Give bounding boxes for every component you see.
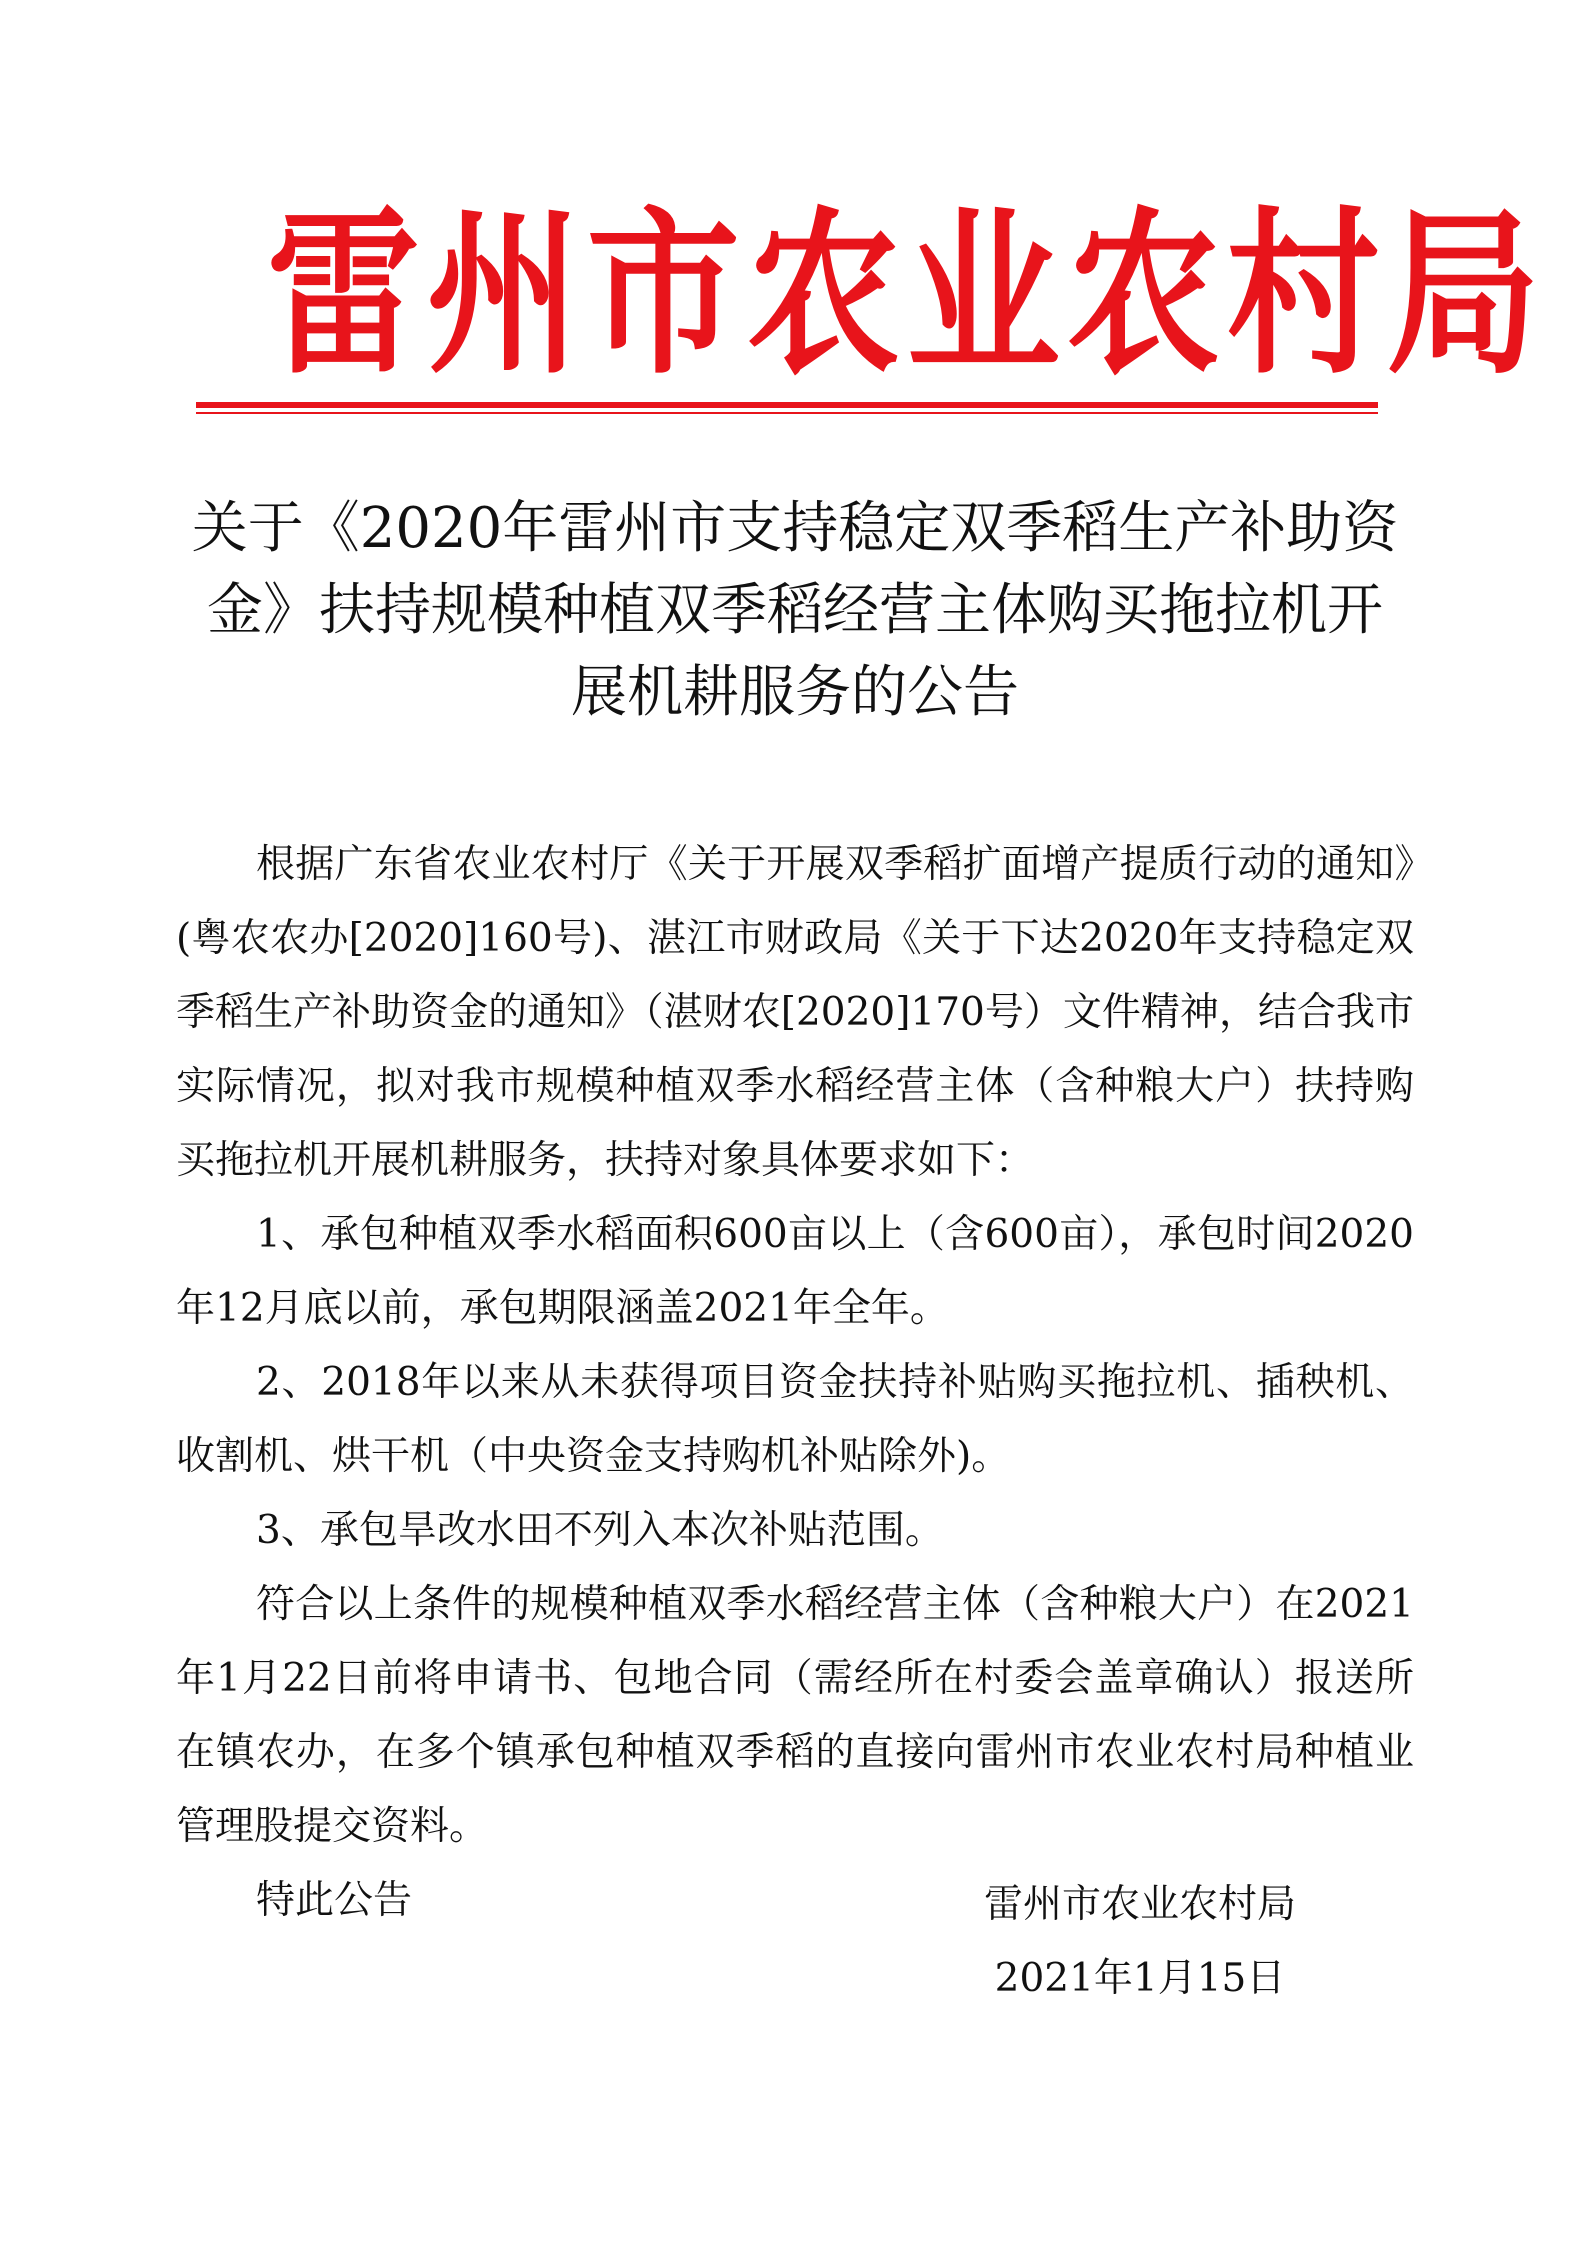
title-line-1: 关于《2020年雷州市支持稳定双季稻生产补助资 [191,496,1399,561]
signature-block [930,1868,1350,2016]
signature-issuer: 雷州市农业农村局 [983,1882,1296,1927]
body-paragraph-submission: 符合以上条件的规模种植双季水稻经营主体（含种粮大户）在2021年1月22日前将申请书、包地合同（需经所在村委会盖章确认）报送所在镇农办，在多个镇承包种植双季稻的直接向雷州市农业农村局种植业管理股提交资料。 [176,1582,1414,1849]
red-rule-thick [196,402,1378,408]
announcement-body [176,828,1414,1938]
body-paragraph-closing: 特此公告 [256,1878,413,1923]
masthead-title: 雷州市农业农村局 [266,191,1547,398]
body-paragraph-requirement-3: 3、承包旱改水田不列入本次补贴范围。 [256,1508,944,1553]
title-line-2: 金》扶持规模种植双季稻经营主体购买拖拉机开 [207,578,1383,643]
body-paragraph-intro: 根据广东省农业农村厅《关于开展双季稻扩面增产提质行动的通知》(粤农农办[2020]160号)、湛江市财政局《关于下达2020年支持稳定双季稻生产补助资金的通知》（湛财农[2020]170号）文件精神，结合我市实际情况，拟对我市规模种植双季水稻经营主体（含种粮大户）扶持购买拖拉机开展机耕服务，扶持对象具体要求如下： [176,842,1414,1183]
signature-date: 2021年1月15日 [994,1956,1286,2001]
red-rule-thin [196,412,1378,414]
title-line-3: 展机耕服务的公告 [571,660,1019,725]
announcement-title [170,488,1420,734]
body-paragraph-requirement-1: 1、承包种植双季水稻面积600亩以上（含600亩），承包时间2020年12月底以前，承包期限涵盖2021年全年。 [176,1212,1414,1331]
body-paragraph-requirement-2: 2、2018年以来从未获得项目资金扶持补贴购买拖拉机、插秧机、收割机、烘干机（中央资金支持购机补贴除外)。 [176,1360,1414,1479]
